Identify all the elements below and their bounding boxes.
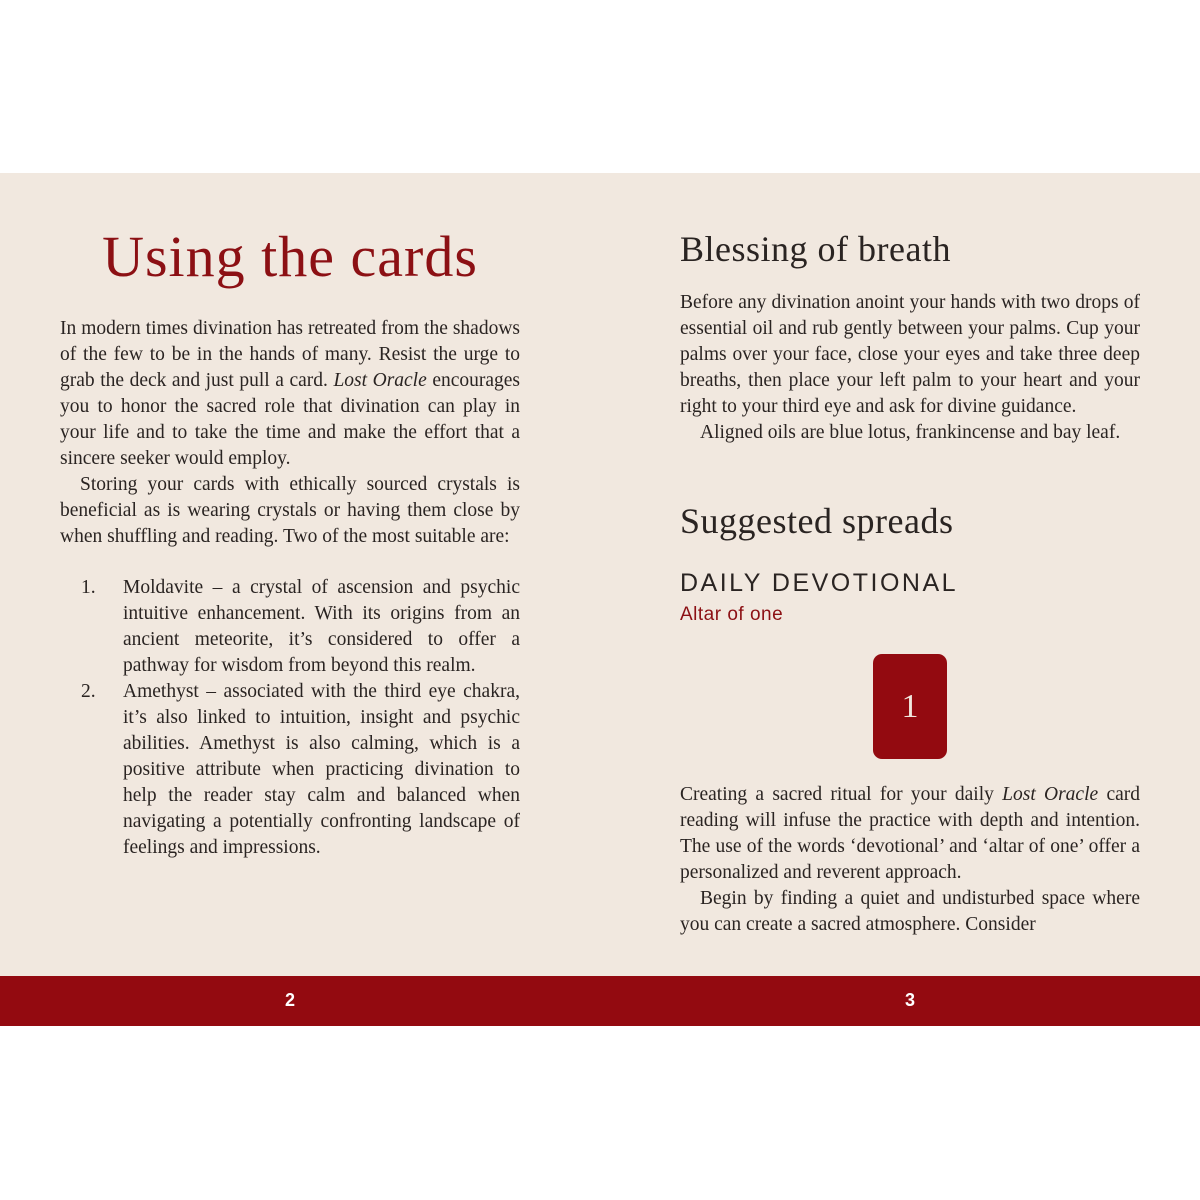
list-number: 1. — [81, 577, 96, 598]
section-heading-breath: Blessing of breath — [680, 229, 951, 269]
intro-text-end: encourages you to honor the sacred role that divination can play in your life and to take the time and make the effort that a sincere seeker would employ. — [60, 370, 521, 469]
ritual-body-text — [680, 782, 1140, 938]
begin-paragraph: Begin by finding a quiet and undisturbed space where you can create a sacred atmosphere. Consider — [680, 888, 1140, 935]
list-number: 2. — [81, 681, 96, 702]
list-item — [60, 679, 520, 861]
book-spread — [0, 173, 1200, 976]
page-title: Using the cards — [102, 224, 478, 289]
book-title-italic: Lost Oracle — [333, 370, 427, 391]
page-number-left: 2 — [284, 990, 295, 1010]
spread-name: DAILY DEVOTIONAL — [680, 569, 959, 597]
ritual-paragraph — [680, 782, 1140, 886]
list-item — [60, 575, 520, 679]
intro-text-start: In modern times divination has retreated from the shadows of the few to be in the hands of many. Resist the urge to grab the deck and just pull a card. — [60, 318, 520, 391]
left-body-text — [60, 316, 520, 550]
ritual-text-end: card reading will infuse the practice with depth and intention. The use of the words ‘devotional’ and ‘altar of one’ offer a personalized and reverent approach. — [680, 784, 1140, 883]
aligned-oils-paragraph: Aligned oils are blue lotus, frankincense and bay leaf. — [700, 422, 1121, 443]
spread-subtitle: Altar of one — [680, 604, 784, 625]
card-number: 1 — [901, 687, 919, 725]
page-number-right: 3 — [904, 990, 915, 1010]
crystal-list — [60, 575, 520, 861]
page-footer-band — [0, 976, 1200, 1026]
crystals-paragraph: Storing your cards with ethically sourced crystals is beneficial as is wearing crystals or having them close by when shuffling and reading. Two of the most suitable are: — [60, 474, 520, 547]
ritual-text-start: Creating a sacred ritual for your daily — [680, 784, 1003, 805]
list-item-text: Amethyst – associated with the third eye chakra, it’s also linked to intuition, insight and psychic abilities. Amethyst is also calming, which is a positive attribute when practicing divination to help the reader stay calm and balanced when navigating a potentially confronting landscape of feelings and impressions. — [123, 681, 520, 858]
book-title-italic: Lost Oracle — [1002, 784, 1099, 805]
section-heading-spreads: Suggested spreads — [680, 501, 954, 541]
breath-paragraph: Before any divination anoint your hands with two drops of essential oil and rub gently between your palms. Cup your palms over your face, close your eyes and take three deep breaths, then place your left palm to your heart and your right to your third eye and ask for divine guidance. — [680, 292, 1140, 417]
breath-body-text — [680, 290, 1140, 446]
list-item-text: Moldavite – a crystal of ascension and psychic intuitive enhancement. With its origins from an ancient meteorite, it’s considered to offer a pathway for wisdom from beyond this realm. — [123, 577, 520, 676]
card-position-1 — [873, 654, 947, 759]
intro-paragraph — [60, 316, 520, 472]
